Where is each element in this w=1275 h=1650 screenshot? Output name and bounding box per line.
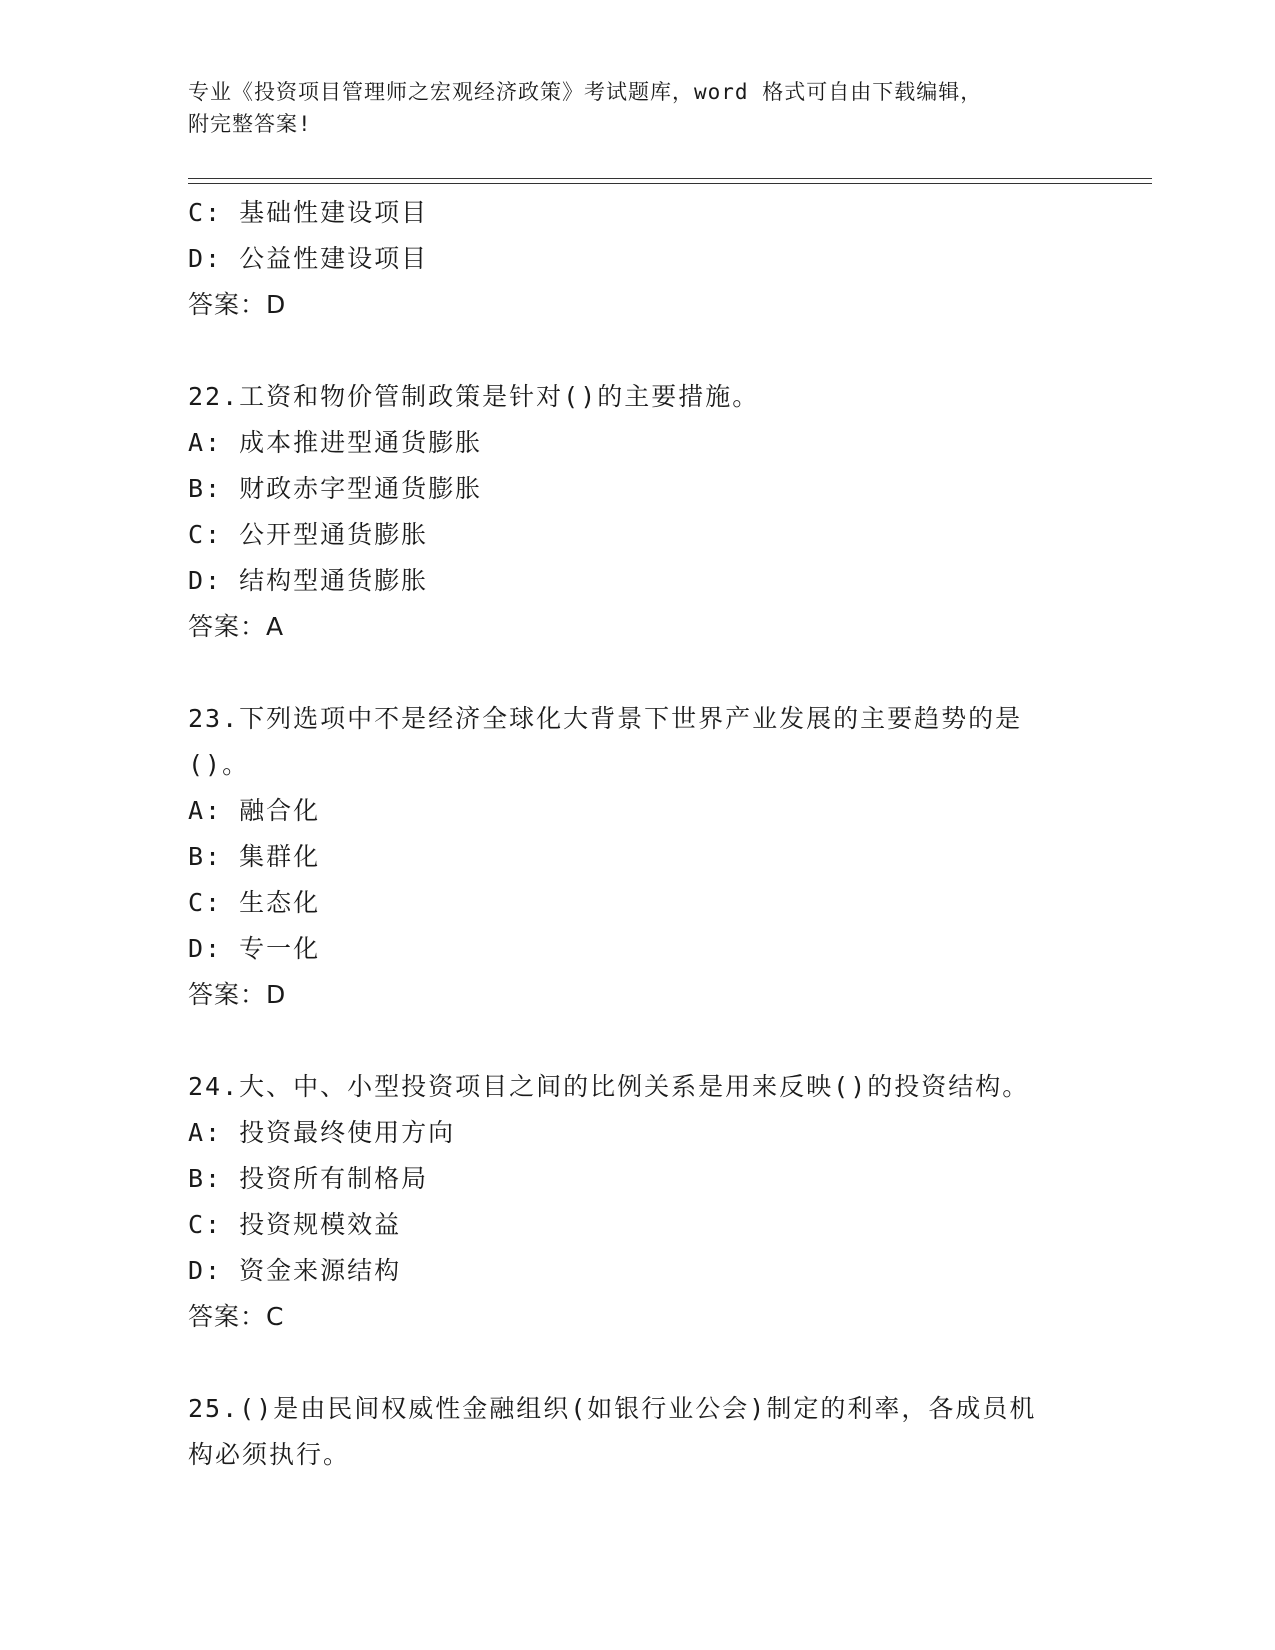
option-a: A: 成本推进型通货膨胀 <box>188 428 483 457</box>
answer-line: 答案：D <box>188 980 287 1009</box>
option-d: D: 公益性建设项目 <box>188 244 429 273</box>
option-c: C: 基础性建设项目 <box>188 198 429 227</box>
option-c: C: 公开型通货膨胀 <box>188 520 429 549</box>
question-block <box>188 696 1088 1018</box>
question-text-continued: ()。 <box>188 750 250 779</box>
header-rule-bottom <box>188 183 1152 184</box>
option-c: C: 生态化 <box>188 888 321 917</box>
header-line-1: 专业《投资项目管理师之宏观经济政策》考试题库，word 格式可自由下载编辑， <box>188 80 983 104</box>
question-text: 22.工资和物价管制政策是针对()的主要措施。 <box>188 382 760 411</box>
answer-line: 答案：A <box>188 612 285 641</box>
question-block <box>188 1064 1088 1340</box>
option-b: B: 集群化 <box>188 842 321 871</box>
option-d: D: 专一化 <box>188 934 321 963</box>
question-block <box>188 190 1088 328</box>
header-line-2: 附完整答案! <box>188 112 312 136</box>
option-b: B: 投资所有制格局 <box>188 1164 429 1193</box>
question-text: 23.下列选项中不是经济全球化大背景下世界产业发展的主要趋势的是 <box>188 704 1023 733</box>
question-list <box>188 190 1088 1478</box>
question-block <box>188 1386 1088 1478</box>
option-b: B: 财政赤字型通货膨胀 <box>188 474 483 503</box>
option-a: A: 投资最终使用方向 <box>188 1118 456 1147</box>
header-rule-top <box>188 178 1152 179</box>
option-a: A: 融合化 <box>188 796 321 825</box>
option-c: C: 投资规模效益 <box>188 1210 402 1239</box>
option-d: D: 结构型通货膨胀 <box>188 566 429 595</box>
option-d: D: 资金来源结构 <box>188 1256 402 1285</box>
answer-line: 答案：C <box>188 1302 285 1331</box>
question-block <box>188 374 1088 650</box>
question-text: 25.()是由民间权威性金融组织(如银行业公会)制定的利率，各成员机 <box>188 1394 1037 1423</box>
document-header <box>188 76 1088 140</box>
question-text-continued: 构必须执行。 <box>188 1440 351 1469</box>
question-text: 24.大、中、小型投资项目之间的比例关系是用来反映()的投资结构。 <box>188 1072 1030 1101</box>
answer-line: 答案：D <box>188 290 287 319</box>
